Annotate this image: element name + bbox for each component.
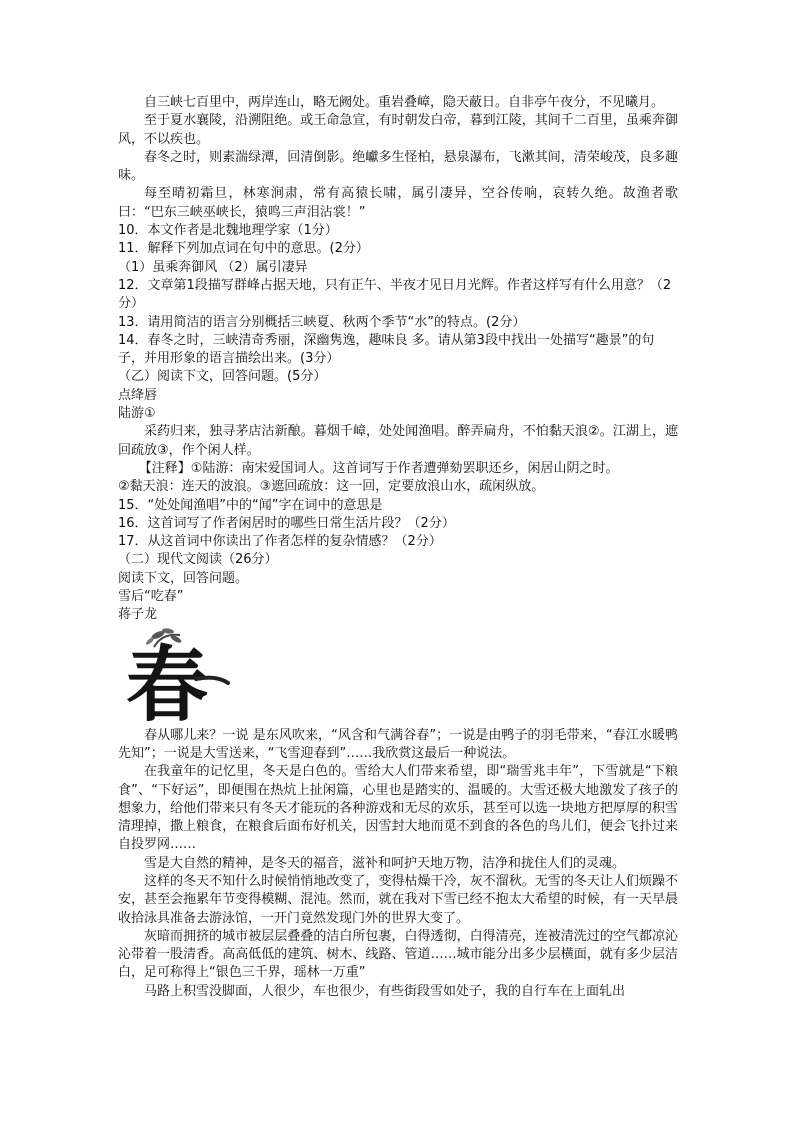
question-10: 10．本文作者是北魏地理学家（1分） xyxy=(118,223,338,239)
document-page xyxy=(118,94,678,1001)
passage-paragraph-3: 春冬之时，则素湍绿潭，回清倒影。绝巘多生怪柏，悬泉瀑布，飞漱其间，清荣峻茂，良多趣味。 xyxy=(118,149,678,184)
question-16: 16．这首词写了作者闲居时的哪些日常生活片段？（2分） xyxy=(118,515,455,531)
essay-paragraph-4: 这样的冬天不知什么时候悄悄地改变了，变得枯燥干冷，灰不溜秋。无雪的冬天让人们烦躁不安，甚至会拖累年节变得模糊、混沌。然而，就在我对下雪已经不抱太大希望的时候，有一天早晨收拾泳具准备去游泳馆，一开门竟然发现门外的世界大变了。 xyxy=(118,873,678,926)
spring-calligraphy-illustration xyxy=(124,627,234,723)
passage-paragraph-1: 自三峡七百里中，两岸连山，略无阙处。重岩叠嶂，隐天蔽日。自非亭午夜分，不见曦月。 xyxy=(144,95,665,110)
essay-paragraph-3: 雪是大自然的精神，是冬天的福音，滋补和呵护天地万物，洁净和拢住人们的灵魂。 xyxy=(144,855,626,871)
question-12: 12．文章第1段描写群峰占据天地，只有正午、半夜才见日月光辉。作者这样写有什么用意？（2分） xyxy=(118,277,672,312)
question-17: 17．从这首词中你读出了作者怎样的复杂情感？（2分） xyxy=(118,534,442,550)
essay-title: 雪后“吃春” xyxy=(118,589,184,605)
essay-paragraph-2: 在我童年的记忆里，冬天是白色的。雪给大人们带来希望，即“瑞雪兆丰年”，下雪就是“下粮食”、“下好运”，即便围在热炕上扯闲篇，心里也是踏实的、温暖的。大雪还极大地激发了孩子的想象力，给他们带来只有冬天才能玩的各种游戏和无尽的欢乐，甚至可以选一块地方把厚厚的积雪清理掉，撒上粮食，在粮食后面布好机关，因雪封大地而觅不到食的各色的鸟儿们，便会飞扑过来自投罗网…… xyxy=(118,764,678,853)
question-13: 13．请用简洁的语言分别概括三峡夏、秋两个季节“水”的特点。(2分） xyxy=(118,314,526,330)
question-14: 14．春冬之时，三峡清奇秀丽，深幽隽逸，趣味良 多。请从第3段中找出一处描写“趣景”的句子，并用形象的语言描绘出来。(3分） xyxy=(118,332,655,367)
passage-paragraph-4: 每至晴初霜旦，林寒涧肃，常有高猿长啸，属引凄异，空谷传响，哀转久绝。故渔者歌曰：“巴东三峡巫峡长，猿鸣三声泪沾裳！” xyxy=(118,186,678,220)
section-yi-heading: （乙）阅读下文，回答问题。(5分） xyxy=(118,369,327,385)
section-2-instruction: 阅读下文，回答问题。 xyxy=(118,570,249,586)
question-15: 15．“处处闻渔唱”中的“闻”字在词中的意思是 xyxy=(118,497,383,513)
calligraphy-char: 春 xyxy=(126,636,209,723)
poem-note-1: 【注释】①陆游：南宋爱国词人。这首词写于作者遭弹劾罢职还乡，闲居山阴之时。 xyxy=(138,460,619,476)
poem-title: 点绛唇 xyxy=(118,387,158,403)
question-11: 11．解释下列加点词在句中的意思。(2分） xyxy=(118,241,369,257)
question-11-items: （1）虽乘奔御风 （2）属引凄异 xyxy=(118,259,308,275)
poem-body: 采药归来，独寻茅店沽新酿。暮烟千嶂，处处闻渔唱。醉弄扁舟，不怕黏天浪②。江湖上，遮回疏放③，作个闲人样。 xyxy=(118,424,678,458)
essay-paragraph-5: 灰暗而拥挤的城市被层层叠叠的洁白所包裹，白得透彻，白得清亮，连被清洗过的空气都凉沁沁带着一股清香。高高低低的建筑、树木、线路、管道……城市能分出多少层横面，就有多少层洁白，足可称得上“银色三千界，瑶林一万重” xyxy=(118,928,678,981)
section-2-heading: （二）现代文阅读（26分） xyxy=(118,552,278,568)
essay-author: 蒋子龙 xyxy=(118,607,158,623)
essay-paragraph-1: 春从哪儿来？一说 是东风吹来，“风含和气满谷春”；一说是由鸭子的羽毛带来，“春江水暖鸭先知”；一说是大雪送来，“飞雪迎春到”……我欣赏这最后一种说法。 xyxy=(118,727,678,761)
essay-paragraph-6: 马路上积雪没脚面，人很少，车也很少，有些街段雪如处子，我的自行车在上面轧出 xyxy=(144,983,626,999)
passage-paragraph-2: 至于夏水襄陵，沿溯阻绝。或王命急宣，有时朝发白帝，暮到江陵，其间千二百里，虽乘奔御风，不以疾也。 xyxy=(118,113,678,147)
poem-note-2: ②黏天浪：连天的波浪。③遮回疏放：这一回，定要放浪山水，疏闲纵放。 xyxy=(118,479,545,495)
poem-author: 陆游① xyxy=(118,406,156,422)
